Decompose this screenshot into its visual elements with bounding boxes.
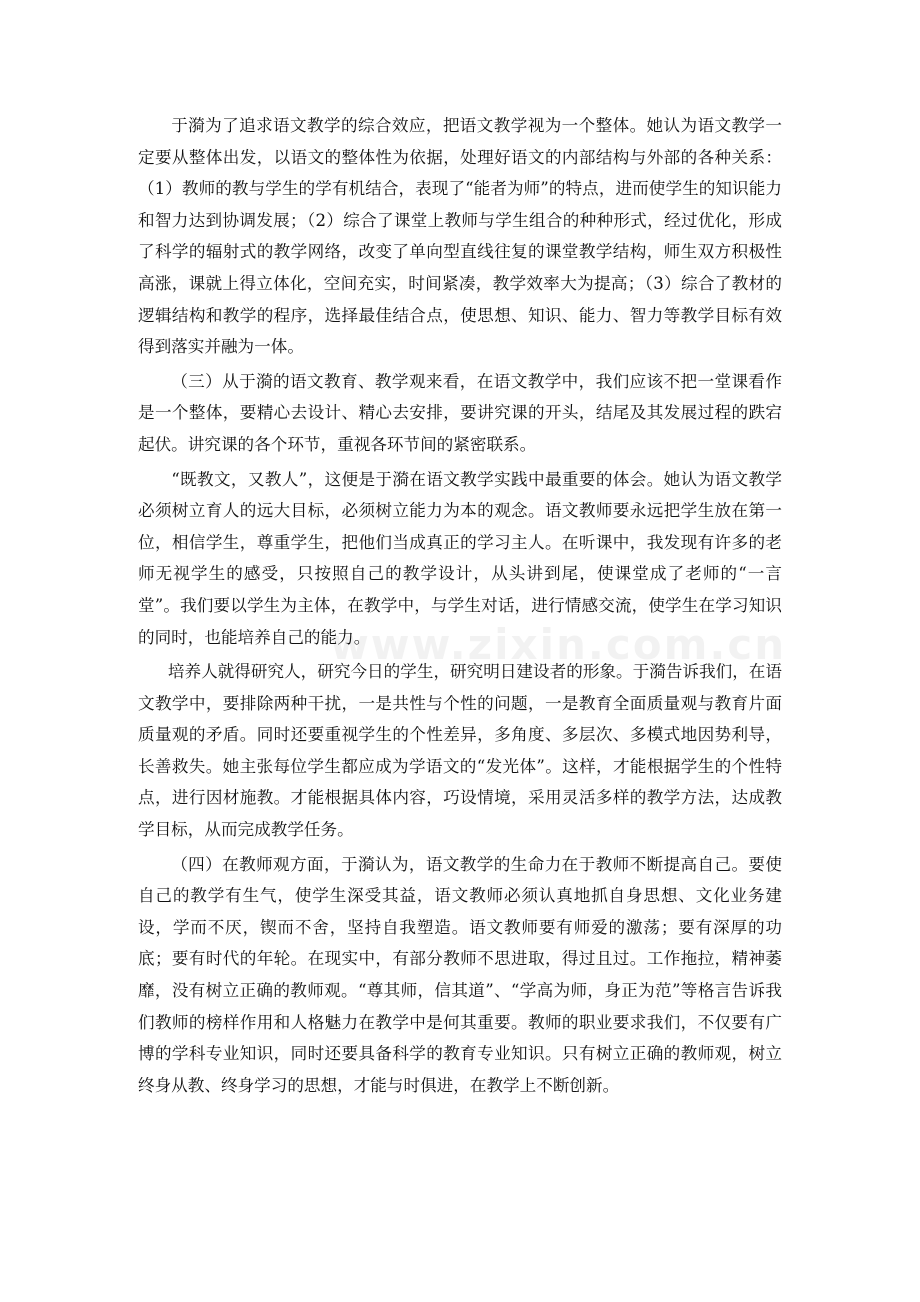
paragraph-section-three: （三）从于漪的语文教育、教学观来看，在语文教学中，我们应该不把一堂课看作是一个整体，要精心去设计、精心去安排，要讲究课的开头，结尾及其发展过程的跌宕起伏。讲究课的各个环节，重视各环节间的紧密联系。 <box>138 371 782 454</box>
paragraph-study-students: 培养人就得研究人，研究今日的学生，研究明日建设者的形象。于漪告诉我们，在语文教学中，要排除两种干扰，一是共性与个性的问题，一是教育全面质量观与教育片面质量观的矛盾。同时还要重视学生的个性差异，多角度、多层次、多模式地因势利导，长善救失。她主张每位学生都应成为学语文的“发光体”。这样，才能根据学生的个性特点，进行因材施教。才能根据具体内容，巧设情境，采用灵活多样的教学方法，达成教学目标，从而完成教学任务。 <box>138 662 782 840</box>
document-body <box>138 110 782 1104</box>
paragraph-section-four: （四）在教师观方面，于漪认为，语文教学的生命力在于教师不断提高自己。要使自己的教学有生气，使学生深受其益，语文教师必须认真地抓自身思想、文化业务建设，学而不厌，锲而不舍，坚持自我塑造。语文教师要有师爱的激荡；要有深厚的功底；要有时代的年轮。在现实中，有部分教师不思进取，得过且过。工作拖拉，精神萎靡，没有树立正确的教师观。“尊其师，信其道”、“学高为师，身正为范”等格言告诉我们教师的榜样作用和人格魅力在教学中是何其重要。教师的职业要求我们，不仅要有广博的学科专业知识，同时还要具备科学的教育专业知识。只有树立正确的教师观，树立终身从教、终身学习的思想，才能与时俱进，在教学上不断创新。 <box>138 854 782 1095</box>
paragraph-integrated-effect: 于漪为了追求语文教学的综合效应，把语文教学视为一个整体。她认为语文教学一定要从整体出发，以语文的整体性为依据，处理好语文的内部结构与外部的各种关系：（1）教师的教与学生的学有机结合，表现了“能者为师”的特点，进而使学生的知识能力和智力达到协调发展；（2）综合了课堂上教师与学生组合的种种形式，经过优化，形成了科学的辐射式的教学网络，改变了单向型直线往复的课堂教学结构，师生双方积极性高涨，课就上得立体化，空间充实，时间紧凑，教学效率大为提高；（3）综合了教材的逻辑结构和教学的程序，选择最佳结合点，使思想、知识、能力、智力等教学目标有效得到落实并融为一体。 <box>138 116 782 357</box>
paragraph-teach-text-teach-people: “既教文，又教人”，这便是于漪在语文教学实践中最重要的体会。她认为语文教学必须树立育人的远大目标，必须树立能力为本的观念。语文教师要永远把学生放在第一位，相信学生，尊重学生，把他们当成真正的学习主人。在听课中，我发现有许多的老师无视学生的感受，只按照自己的教学设计，从头讲到尾，使课堂成了老师的“一言堂”。我们要以学生为主体，在教学中，与学生对话，进行情感交流，使学生在学习知识的同时，也能培养自己的能力。 <box>138 469 782 647</box>
watermark: www.zixin.com.cn <box>330 620 787 669</box>
